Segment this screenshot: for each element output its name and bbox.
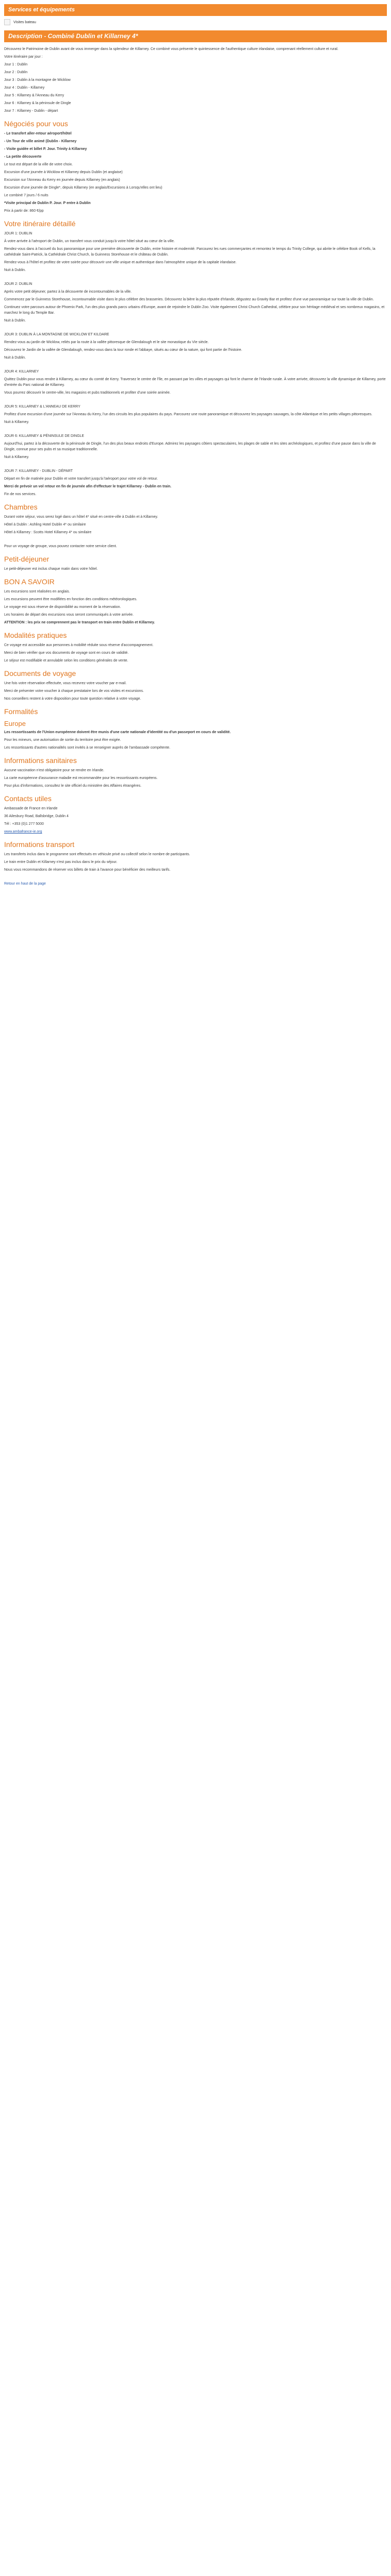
important-line: ATTENTION : les prix ne comprennent pas le transport en train entre Dublin et Killarney. — [4, 621, 155, 624]
contact-line: 36 Ailesbury Road, Ballsbridge, Dublin 4 — [4, 815, 69, 818]
day-text: Rendez-vous au jardin de Wicklow, reliés par la route à la vallée pittoresque de Glendalough et le site monastique du VIe siècle. — [4, 341, 209, 344]
section-title: Petit-déjeuner — [4, 555, 50, 563]
conditions-line: Le séjour est modifiable et annulable selon les conditions générales de vente. — [4, 659, 128, 663]
day-text: Fin de nos services. — [4, 493, 37, 496]
day-text: Quittez Dublin pour vous rendre à Killarney, au cœur du comté de Kerry. Traversez le centre de l'île, en passant par les villes et paysages qui font le charme de l'Irlande rurale. À votre arrivée, découvrez la ville dynamique de Killarney, porte d'entrée du Parc national de Killarney. — [4, 378, 386, 387]
day-title: JOUR 2: DUBLIN — [4, 282, 32, 286]
day-text: Merci de prévoir un vol retour en fin de journée afin d'effectuer le trajet Killarney - Dublin en train. — [4, 485, 172, 488]
point-line: Excursion sur l'Anneau du Kerry en journée depuis Killarney (en anglais) — [4, 178, 120, 182]
point-line: Le combiné 7 jours / 6 nuits — [4, 194, 48, 197]
point-line: - Un Tour de ville animé (Dublin - Killarney — [4, 140, 77, 143]
section-title: Formalités — [4, 707, 38, 716]
day-text: Commencez par le Guinness Storehouse, incontournable visite dans le plus célèbre des brasseries. Découvrez la bière la plus réputée d'Irlande, dégustez au Gravity Bar et profitez d'une vue panoramique sur toute la ville de Dublin. — [4, 298, 374, 301]
point-line: Prix à partir de: 860 €/pp — [4, 209, 44, 213]
back-to-top-link[interactable]: Retour en haut de la page — [4, 882, 46, 886]
formalities-line: Les ressortissants de l'Union européenne doivent être munis d'une carte nationale d'identité ou d'un passeport en cours de validité. — [4, 731, 231, 734]
health-section — [4, 768, 387, 789]
embassy-link[interactable]: www.ambafrance-ie.org — [4, 830, 42, 834]
formalities-section — [4, 730, 387, 751]
intro-text: Votre itinéraire par jour : — [4, 55, 43, 59]
contacts-section — [4, 806, 387, 835]
intro-day: Jour 5 : Killarney & l'Anneau du Kerry — [4, 94, 64, 97]
documents-line: Nos conseillers restent à votre disposition pour toute question relative à votre voyage. — [4, 697, 141, 701]
section-title: Votre itinéraire détaillé — [4, 219, 76, 228]
day-text: Après votre petit déjeuner, partez à la découverte de incontournables de la ville. — [4, 290, 132, 294]
description-banner: Description - Combiné Dublin et Killarney 4* — [4, 30, 387, 42]
intro-day: Jour 3 : Dublin à la montagne de Wicklow — [4, 78, 71, 82]
health-line: Pour plus d'informations, consultez le site officiel du ministère des Affaires étrangères. — [4, 784, 142, 788]
day-title: JOUR 4: KILLARNEY — [4, 370, 39, 374]
section-title: Modalités pratiques — [4, 631, 67, 639]
day-title: JOUR 3: DUBLIN À LA MONTAGNE DE WICKLOW ET KILDARE — [4, 333, 109, 336]
section-title: Informations sanitaires — [4, 756, 77, 765]
transport-section — [4, 852, 387, 873]
day-title: JOUR 6: KILLARNEY & PÉNINSULE DE DINGLE — [4, 434, 85, 438]
point-line: - La petite découverte — [4, 155, 42, 159]
conditions-line: Ce voyage est accessible aux personnes à mobilité réduite sous réserve d'accompagnement. — [4, 643, 154, 647]
visits-row[interactable] — [4, 19, 387, 25]
point-line: Excursion d'une journée de Dingle*, depuis Killarney (en anglais/Excursions à Lorsqu'elles ont lieu) — [4, 186, 162, 190]
day-text: À votre arrivée à l'aéroport de Dublin, un transfert vous conduit jusqu'à votre hôtel situé au cœur de la ville. — [4, 240, 175, 243]
visits-label[interactable]: Visites bateau — [13, 20, 36, 24]
boat-icon — [4, 19, 10, 25]
point-line: *Visite principal de Dublin P. Jour. P entre à Dublin — [4, 201, 91, 205]
health-line: Aucune vaccination n'est obligatoire pour se rendre en Irlande. — [4, 769, 104, 772]
day-text: Départ en fin de matinée pour Dublin et votre transfert jusqu'à l'aéroport pour votre vol de retour. — [4, 477, 158, 481]
day-title: JOUR 7: KILLARNEY - DUBLIN - DÉPART — [4, 469, 73, 473]
points-section — [4, 131, 387, 214]
documents-line: Merci de présenter votre voucher à chaque prestataire lors de vos visites et excursions. — [4, 689, 144, 693]
day-text: Découvrez le Jardin de la vallée de Glendalough, rendez-vous dans la tour ronde et l'abbaye, situés au cœur de la nature, qui font partie de l'histoire. — [4, 348, 242, 352]
formalities-line: Les ressortissants d'autres nationalités sont invités à se renseigner auprès de l'ambassade compétente. — [4, 746, 171, 750]
conditions-line: Merci de bien vérifier que vos documents de voyage sont en cours de validité. — [4, 651, 129, 655]
itinerary-section — [4, 231, 387, 497]
day-text: Rendez-vous dans à l'accueil du bus panoramique pour une première découverte de Dublin, entre histoire et modernité. Parcourez les rues commerçantes et remontez le temps du Trinity College, qui abrite le célèbre Book of Kells, la cathédrale Saint-Patrick, la Cathédrale Christ Church, la Guinness Storehouse et le château de Dublin. — [4, 247, 376, 257]
hotel-line: Durant votre séjour, vous serez logé dans un hôtel 4* situé en centre-ville à Dublin et à Killarney. — [4, 515, 158, 519]
hotels-section — [4, 514, 387, 535]
important-line: Les excursions sont réalisées en anglais. — [4, 590, 70, 594]
section-title: Informations transport — [4, 840, 75, 849]
transport-line: Le train entre Dublin et Killarney n'est pas inclus dans le prix du séjour. — [4, 860, 118, 864]
intro-day: Jour 4 : Dublin - Killarney — [4, 86, 45, 90]
breakfast-line: Le petit-déjeuner est inclus chaque matin dans votre hôtel. — [4, 567, 98, 571]
day-text: Profitez d'une excursion d'une journée sur l'Anneau du Kerry, l'un des circuits les plus populaires du pays. Parcourez une route panoramique et découvrez les paysages sauvages, la côte Atlantique et les petits villages pittoresques. — [4, 413, 372, 416]
point-line: - Visite guidée et billet P. Jour. Trinity à Killarney — [4, 147, 87, 151]
intro-day: Jour 1 : Dublin — [4, 63, 28, 66]
section-title: Négociés pour vous — [4, 120, 68, 128]
documents-line: Une fois votre réservation effectuée, vous recevrez votre voucher par e-mail. — [4, 682, 127, 685]
day-text: Vous pourrez découvrir le centre-ville, les magasins et pubs traditionnels et profiter d'une soirée animée. — [4, 391, 171, 395]
day-text: Nuit à Killarney. — [4, 420, 29, 424]
conditions-section — [4, 642, 387, 664]
subsection-title: Europe — [4, 720, 26, 727]
documents-section — [4, 681, 387, 702]
section-title: Chambres — [4, 503, 38, 511]
day-title: JOUR 1: DUBLIN — [4, 232, 32, 235]
day-text: Nuit à Dublin. — [4, 356, 26, 360]
point-line: Excursion d'une journée à Wicklow et Killarney depuis Dublin (et anglaise) — [4, 171, 123, 174]
section-title: Contacts utiles — [4, 794, 52, 803]
page — [0, 0, 391, 887]
health-line: La carte européenne d'assurance maladie est recommandée pour les ressortissants européens. — [4, 776, 158, 780]
transport-line: Les transferts inclus dans le programme sont effectués en véhicule privé ou collectif selon le nombre de participants. — [4, 853, 190, 856]
section-title: BON A SAVOIR — [4, 578, 55, 586]
day-text: Nuit à Dublin. — [4, 268, 26, 272]
important-line: Les excursions peuvent être modifiées en fonction des conditions météorologiques. — [4, 598, 137, 601]
point-line: - Le transfert aller-retour aéroport/hôtel — [4, 132, 72, 135]
day-text: Continuez votre parcours autour de Phoenix Park, l'un des plus grands parcs urbains d'Europe, avant de rejoindre le Dublin Zoo. Visite également Christ Church Cathedral, célèbre pour son héritage médiéval et ses nombreux magasins, et marchez le long du Temple Bar. — [4, 306, 385, 315]
hotel-line: Hôtel à Killarney : Scotts Hotel Killarney 4* ou similaire — [4, 531, 92, 534]
intro-section — [4, 46, 387, 114]
intro-text: Découvrez le Patrimoine de Dublin avant de vous immerger dans la splendeur de Killarney. Ce combiné vous présente le quintessence de l'authentique culture irlandaise, comprenant réellement culture et rural. — [4, 47, 338, 51]
contact-line: Ambassade de France en Irlande — [4, 807, 58, 810]
transport-line: Nous vous recommandons de réserver vos billets de train à l'avance pour bénéficier des meilleurs tarifs. — [4, 868, 171, 872]
point-line: Le tout est départ de la ville de votre choix. — [4, 163, 73, 166]
day-text: Rendez-vous à l'hôtel et profitez de votre soirée pour découvrir une ville unique et authentique dans l'atmosphère unique de la capitale irlandaise. — [4, 261, 237, 264]
important-section — [4, 589, 387, 625]
day-text: Aujourd'hui, partez à la découverte de la péninsule de Dingle, l'un des plus beaux endroits d'Europe. Admirez les paysages côtiers spectaculaires, les plages de sable et les sites archéologiques, et profitez d'une pause dans la ville de Dingle, connue pour ses pubs et sa musique traditionnelle. — [4, 442, 376, 451]
day-text: Nuit à Dublin. — [4, 319, 26, 323]
notes-line: Pour un voyage de groupe, vous pouvez contacter notre service client. — [4, 545, 117, 548]
services-banner: Services et équipements — [4, 4, 387, 16]
intro-day: Jour 6 : Killarney & la péninsule de Dingle — [4, 101, 71, 105]
intro-day: Jour 2 : Dublin — [4, 71, 28, 74]
section-title: Documents de voyage — [4, 669, 76, 677]
hotel-line: Hôtel à Dublin : Ashling Hotel Dublin 4* ou similaire — [4, 523, 86, 527]
intro-day: Jour 7 : Killarney - Dublin - départ — [4, 109, 58, 113]
day-title: JOUR 5: KILLARNEY & L'ANNEAU DE KERRY — [4, 405, 80, 409]
day-text: Nuit à Killarney. — [4, 455, 29, 459]
important-line: Les horaires de départ des excursions vous seront communiqués à votre arrivée. — [4, 613, 134, 617]
important-line: Le voyage est sous réserve de disponibilité au moment de la réservation. — [4, 605, 121, 609]
contact-line: Tél : +353 (0)1 277 5000 — [4, 822, 44, 826]
formalities-line: Pour les mineurs, une autorisation de sortie du territoire peut être exigée. — [4, 738, 121, 742]
